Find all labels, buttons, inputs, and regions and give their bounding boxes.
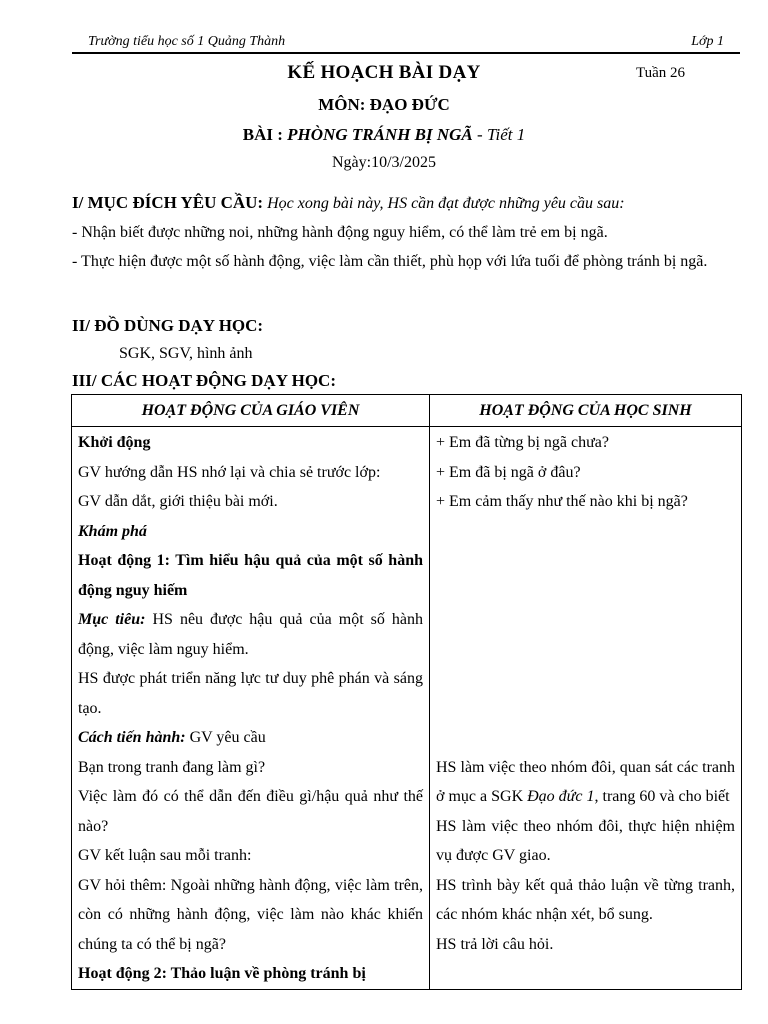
goal-second: HS được phát triển năng lực tư duy phê phán và sáng tạo. — [78, 670, 423, 717]
student-pair-work-2: HS làm việc theo nhóm đôi, thực hiện nhiệm vụ được GV giao. — [436, 817, 735, 864]
question-1: Bạn trong tranh đang làm gì? — [78, 758, 266, 776]
lesson-date: Ngày:10/3/2025 — [332, 154, 436, 171]
student-activities-cell — [430, 427, 742, 990]
student-question-1: + Em đã từng bị ngã chưa? — [436, 434, 609, 451]
student-question-2: + Em đã bị ngã ở đâu? — [436, 463, 581, 481]
table-row — [72, 427, 742, 990]
school-name: Trường tiểu học số 1 Quảng Thành — [88, 34, 286, 49]
table-header-row — [72, 395, 742, 427]
warmup-title: Khởi động — [78, 434, 151, 451]
method-paragraph — [78, 723, 423, 753]
page-header — [72, 33, 740, 54]
objective-item: - Nhận biết được những noi, những hành động nguy hiểm, có thể làm trẻ em bị ngã. — [72, 224, 608, 241]
section-objectives — [72, 188, 740, 276]
lesson-period: Tiết 1 — [486, 125, 526, 144]
teacher-column-header: HOẠT ĐỘNG CỦA GIÁO VIÊN — [72, 395, 430, 427]
activity2-title: Hoạt động 2: Thảo luận về phòng tránh bị — [78, 965, 366, 982]
subject-label: MÔN: ĐẠO ĐỨC — [318, 95, 450, 114]
question-2: Việc làm đó có thể dẫn đến điều gì/hậu quả như thế nào? — [78, 788, 423, 835]
objective-item: - Thực hiện được một số hành động, việc làm cần thiết, phù họp với lứa tuối để phòng tránh bị ngã. — [72, 253, 708, 270]
lesson-name: PHÒNG TRÁNH BỊ NGÃ — [287, 125, 473, 144]
student-answer: HS trả lời câu hỏi. — [436, 935, 554, 953]
warmup-instruction: GV hướng dẫn HS nhớ lại và chia sẻ trước lớp: — [78, 463, 381, 481]
teacher-activities-cell — [72, 427, 430, 990]
pair-work-tail: , trang 60 và cho biết — [594, 788, 730, 805]
student-column-header: HOẠT ĐỘNG CỦA HỌC SINH — [430, 395, 742, 427]
week-label: Tuần 26 — [636, 65, 686, 81]
activities-heading: III/ CÁC HOẠT ĐỘNG DẠY HỌC: — [72, 371, 336, 390]
student-question-3: + Em cảm thấy như thế nào khi bị ngã? — [436, 493, 688, 510]
book-title: Đạo đức 1 — [527, 788, 595, 805]
materials-text: SGK, SGV, hình ảnh — [119, 345, 253, 362]
goal-paragraph — [78, 605, 423, 664]
conclusion: GV kết luận sau mỗi tranh: — [78, 847, 252, 864]
method-text: GV yêu cầu — [185, 729, 266, 746]
lesson-title — [0, 125, 768, 145]
extra-question: GV hỏi thêm: Ngoài những hành động, việc làm trên, còn có những hành động, việc làm nào khác khiến chúng ta có thể bị ngã? — [78, 876, 423, 953]
document-title: KẾ HOẠCH BÀI DẠY — [287, 62, 481, 83]
student-pair-work-1 — [436, 753, 735, 812]
goal-text: HS nêu được hậu quả của một số hành động, việc làm nguy hiểm. — [78, 611, 423, 658]
lesson-prefix: BÀI : — [242, 125, 283, 144]
materials-heading: II/ ĐỒ DÙNG DẠY HỌC: — [72, 316, 264, 335]
activities-table — [71, 394, 742, 990]
objectives-heading-line — [72, 188, 740, 218]
method-label: Cách tiến hành: — [78, 729, 186, 746]
objectives-heading: I/ MỤC ĐÍCH YÊU CẦU: — [72, 193, 264, 212]
spacer — [436, 517, 735, 753]
student-presentation: HS trình bày kết quả thảo luận về từng tranh, các nhóm khác nhận xét, bổ sung. — [436, 876, 735, 923]
warmup-intro: GV dẫn dắt, giới thiệu bài mới. — [78, 493, 278, 510]
activity1-title: Hoạt động 1: Tìm hiểu hậu quả của một số hành động nguy hiếm — [78, 552, 423, 599]
goal-label: Mục tiêu: — [78, 611, 146, 628]
pair-work-text: HS làm việc theo nhóm đôi, quan sát các tranh ở mục a SGK — [436, 758, 735, 805]
lesson-dash: - — [472, 125, 487, 144]
objectives-intro: Học xong bài này, HS cần đạt được những yêu cầu sau: — [267, 195, 625, 212]
explore-title: Khám phá — [78, 522, 147, 540]
grade-label: Lớp 1 — [691, 34, 724, 49]
